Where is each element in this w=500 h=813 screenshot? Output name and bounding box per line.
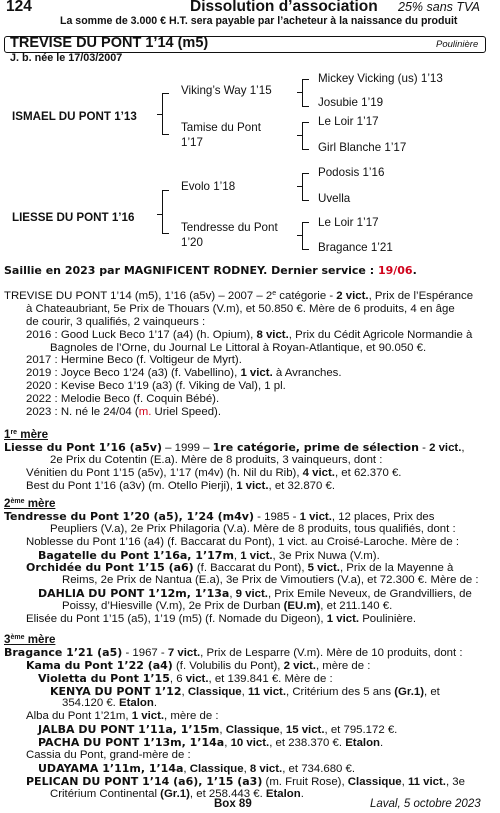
brace-sire [162,93,169,135]
product-2023: 2023 : N. né le 24/04 (m. Uriel Speed). [26,406,222,419]
product-2016: 2016 : Good Luck Beco 1’17 (a4) (h. Opium), 8 vict., Prix du Cédit Agricole Normandie à [26,328,473,341]
text-line: Elisée du Pont 1’15 (a5), 1’19 (m5) (f. Nomade du Digeon), 1 vict. Poulinière. [26,613,417,626]
text-line: Vénitien du Pont 1’15 (a5v), 1’17 (m4v) (h. Nil du Rib), 4 vict., et 62.370 €. [26,466,402,479]
text-line: Critérium Continental (Gr.1), et 258.443 €. Etalon. [50,787,304,800]
section-heading: 3ème mère [4,633,56,646]
text-line: à Chateaubriant, 5e Prix de Thouars (V.m), et 50.850 €. Mère de 6 produits, 4 en âge [26,302,455,315]
pedigree-sire: ISMAEL DU PONT 1’13 [12,110,137,123]
section-heading: 1re mère [4,428,49,441]
text-line: PELICAN DU PONT 1’14 (a6), 1’15 (a3) (m. Fruit Rose), Classique, 11 vict., 3e [26,774,465,788]
text-line: Best du Pont 1’16 (a3v) (m. Otello Pierji), 1 vict., et 32.870 €. [26,479,335,492]
text-line: 2e Prix du Cotentin (E.a). Mère de 8 produits, 3 vainqueurs, dont : [50,453,383,466]
text-line: JALBA DU PONT 1’11a, 1’15m, Classique, 15 vict., et 795.172 €. [38,723,398,737]
pedigree-ddd: Bragance 1’21 [318,241,393,254]
product-2022: 2022 : Melodie Beco (f. Coquin Bébé). [26,393,220,406]
product-2020: 2020 : Kevise Beco 1’19 (a3) (f. Viking de Val), 1 pl. [26,380,286,393]
text-line: Kama du Pont 1’22 (a4) (f. Volubilis du Pont), 2 vict., mère de : [26,658,371,672]
product-2017: 2017 : Hermine Beco (f. Voltigeur de Myrt). [26,354,242,367]
pedigree-ssd: Josubie 1’19 [318,96,384,109]
text-line: Cassia du Pont, grand-mère de : [26,749,191,762]
brace-dam [162,190,169,234]
pedigree-sd-1: Tamise du Pont [181,121,261,134]
pedigree-dds: Le Loir 1’17 [318,216,379,229]
pedigree-dd-1: Tendresse du Pont [181,221,278,234]
brace-ss [302,79,309,107]
text-line: Bragance 1’21 (a5) - 1967 - 7 vict., Prix de Lesparre (V.m). Mère de 10 produits, dont : [4,645,463,659]
text-line: DAHLIA DU PONT 1’12m, 1’13a, 9 vict., Prix Emile Neveux, de Grandvilliers, de [38,587,472,601]
text-line: KENYA DU PONT 1’12, Classique, 11 vict., Critérium des 5 ans (Gr.1), et [50,684,440,698]
saillie-line: Saillie en 2023 par MAGNIFICENT RODNEY. Dernier service : 19/06. [4,264,417,277]
text-line: Reims, 2e Prix de Nantua (E.a), 3e Prix de Vimoutiers (V.a), et 72.300 €. Mère de : [62,574,479,587]
brace-tick [297,235,302,236]
text-line: 354.120 €. Etalon. [62,697,157,710]
brace-tick [297,186,302,187]
brace-tick [297,92,302,93]
third-dam-section [4,633,496,801]
text-line: Tendresse du Pont 1’20 (a5), 1’24 (m4v) - 1985 - 1 vict., 12 places, Prix des [4,509,435,523]
pedigree-ds: Evolo 1’18 [181,180,236,193]
second-dam-section [4,497,496,626]
text-line: PACHA DU PONT 1’13m, 1’14a, 10 vict., et 238.370 €. Etalon. [38,736,384,750]
product-2019: 2019 : Joyce Beco 1’24 (a3) (f. Vabellino), 1 vict. à Avranches. [26,367,342,380]
tax-note: 25% sans TVA [398,0,480,14]
horse-birth: J. b. née le 17/03/2007 [10,52,123,64]
pedigree-dam: LIESSE DU PONT 1’16 [12,211,135,224]
box-number: Box 89 [214,798,252,810]
pedigree-dd-2: 1’20 [181,236,203,249]
brace-tick [297,135,302,136]
sale-date: Laval, 5 octobre 2023 [370,798,481,810]
brace-dd [302,222,309,250]
horse-name: TREVISE DU PONT 1’14 (m5) [10,35,209,51]
text-line: Violetta du Pont 1’15, 6 vict., et 139.841 €. Mère de : [38,671,333,685]
last-service-date: 19/06 [377,264,413,277]
text-line: Poissy, d’Hiesville (V.m), 2e Prix de Durban (EU.m), et 211.140 €. [62,600,393,613]
section-heading: 2ème mère [4,497,56,510]
pedigree-dss: Podosis 1’16 [318,166,385,179]
text-line: TREVISE DU PONT 1’14 (m5), 1’16 (a5v) – 2007 – 2e catégorie - 2 vict., Prix de l’Espérance [4,290,474,302]
text-line: Liesse du Pont 1’16 (a5v) – 1999 – 1re catégorie, prime de sélection - 2 vict., [4,440,465,454]
first-dam-section [4,428,496,492]
brace-tick [157,114,162,115]
brace-tick [157,214,162,215]
horse-category: Poulinière [436,39,479,50]
text-line: Alba du Pont 1’21m, 1 vict., mère de : [26,710,219,723]
pedigree-sds: Le Loir 1’17 [318,115,379,128]
page-title: Dissolution d’association [190,0,378,15]
text-line: Peupliers (V.a), 2e Prix Philagoria (V.a). Mère de 8 produits, tous qualifiés, dont : [50,522,456,535]
text-line: Bagnoles de l’Orne, du Journal Le Littoral à Royan-Atlantique, et 90.050 €. [50,341,427,354]
text-line: Bagatelle du Pont 1’16a, 1’17m, 1 vict., 3e Prix Nuwa (V.m). [38,548,380,562]
lot-number: 124 [6,0,32,15]
pedigree-sdd: Girl Blanche 1’17 [318,141,407,154]
text-line: de courir, 3 qualifiés, 2 vainqueurs : [26,315,206,328]
text-line: Noblesse du Pont 1’16 (a4) (f. Baccarat du Pont), 1 vict. au Croisé-Laroche. Mère de : [26,535,460,548]
pedigree-ss: Viking’s Way 1’15 [181,84,272,97]
text-line: UDAYAMA 1’11m, 1’14a, Classique, 8 vict., et 734.680 €. [38,761,356,775]
pedigree-sss: Mickey Vicking (us) 1’13 [318,72,443,85]
production-section [4,290,496,419]
pedigree-sd-2: 1’17 [181,136,203,149]
pedigree-dsd: Uvella [318,192,351,205]
text-line: Orchidée du Pont 1’15 (a6) (f. Baccarat du Pont), 5 vict., Prix de la Mayenne à [26,561,454,575]
brace-ds [302,173,309,201]
brace-sd [302,122,309,150]
payment-note: La somme de 3.000 € H.T. sera payable par l’acheteur à la naissance du produit [60,15,458,27]
